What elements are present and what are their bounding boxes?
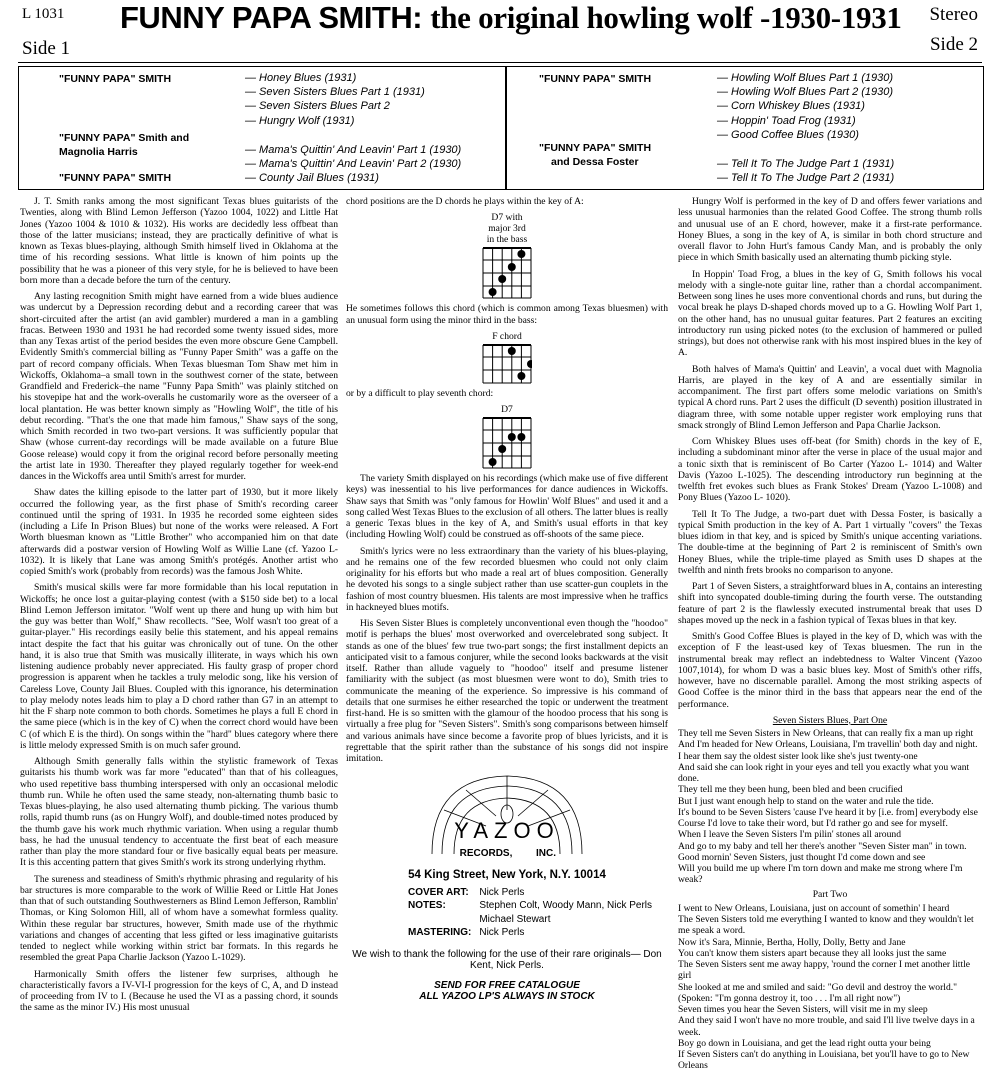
lyric-line: Seven times you hear the Seven Sisters, will visit me in my sleep xyxy=(678,1004,928,1015)
side1-songs-2 xyxy=(245,143,461,171)
lyric-line: When I leave the Seven Sisters I'm pilin' stones all around xyxy=(678,829,901,841)
paragraph: He sometimes follows this chord (which is common among Texas bluesmen) with an unusual form using the minor third in the bass: xyxy=(346,303,668,326)
liner-notes-column-2 xyxy=(346,196,668,1003)
paragraph: Corn Whiskey Blues uses off-beat (for Smith) chords in the key of E, including a subdominant minor after the verse in place of the usual major and a tonic sixth that is reminiscent of Bo Carter (Yazoo L- 1014) and Walter Davis (Yazoo L-1025). The descending introductory run beginning at the twelfth fret evokes such blues as Frank Stokes' Dream (Yazoo L-1008) and Pony Blues (Yazoo L- 1020). xyxy=(678,436,982,504)
catalog-number: L 1031 xyxy=(22,6,65,22)
track-item: — Tell It To The Judge Part 2 (1931) xyxy=(717,172,895,185)
track-item: — Seven Sisters Blues Part 2 xyxy=(245,100,390,113)
paragraph: Shaw dates the killing episode to the latter part of 1930, but it more likely occurred the following year, as the first phase of Smith's recording career continued until the spring of 1931. In 1935 he recorded some eighteen sides (including a Life In Prison Blues) but none of the works were released. A Fort Worth bluesman known as "Little Brother" who accompanied him on that date afterwards did a postwar version of Howling Wolf as Willie Lane (cf. Yazoo L-1032). It is likely that Lane was among Smith's protégés. Another artist who copied Smith's work (probably from records) was the famous Josh White. xyxy=(20,487,338,577)
finger-dot xyxy=(489,458,497,466)
lyric-line: I hear them say the oldest sister look like she's just twenty-one xyxy=(678,750,918,762)
paragraph: or by a difficult to play seventh chord: xyxy=(346,387,494,399)
side2-songs-1 xyxy=(717,71,893,142)
track-item: — Howling Wolf Blues Part 2 (1930) xyxy=(717,86,894,99)
side2-tracklist xyxy=(506,66,984,190)
side2-artist-1: "FUNNY PAPA" SMITH xyxy=(539,73,652,85)
logo-records: RECORDS, xyxy=(459,848,513,860)
title-main: FUNNY PAPA SMITH: xyxy=(120,0,423,35)
address: 54 King Street, New York, N.Y. 10014 xyxy=(408,868,606,881)
track-item: — Howling Wolf Blues Part 1 (1930) xyxy=(717,72,894,84)
track-item: — County Jail Blues (1931) xyxy=(245,172,379,184)
lyric-line: I went to New Orleans, Louisiana, just on account of somethin' I heard xyxy=(678,902,950,914)
track-item: — Mama's Quittin' And Leavin' Part 1 (1930) xyxy=(245,144,462,156)
side1-songs-1 xyxy=(245,71,425,128)
finger-dot xyxy=(498,275,506,283)
credits xyxy=(406,885,660,941)
paragraph: Harmonically Smith offers the listener few surprises, although he characteristically favors a IV-VI-I progression for the keys of C, A, and D instead of proceeding from IV to I. (Because he used the VI as a passing chord, it sounds the same as the minor IV.) His most unusual xyxy=(20,968,338,1014)
credit-names: Nick Perls xyxy=(479,886,525,898)
finger-dot xyxy=(517,372,525,380)
finger-dot xyxy=(489,288,497,296)
yazoo-peacock-logo xyxy=(346,770,668,862)
finger-dot xyxy=(508,347,516,355)
side2-artist-2 xyxy=(539,141,651,169)
finger-dot xyxy=(508,263,516,271)
liner-notes-column-1 xyxy=(20,196,338,1019)
side2-label: Side 2 xyxy=(929,34,978,55)
credit-names: Michael Stewart xyxy=(479,913,551,925)
lyric-line: And I'm headed for New Orleans, Louisiana, I'm travellin' both day and night. xyxy=(678,739,978,751)
label-line: in the bass xyxy=(486,234,528,246)
thanks-note: We wish to thank the following for the use of their rare originals— Don Kent, Nick Perls. xyxy=(352,948,662,972)
lyrics-title-2: Part Two xyxy=(812,888,848,900)
lyric-line: (Spoken: "I'm gonna destroy it, too . . . I'm all right now") xyxy=(678,992,901,1004)
track-item: — Seven Sisters Blues Part 1 (1931) xyxy=(245,86,425,99)
chord-diagram-3-label: D7 xyxy=(501,404,513,415)
lyric-line: But I just want enough help to stand on the water and rule the tide. xyxy=(678,795,934,807)
lyric-line: Now it's Sara, Minnie, Bertha, Holly, Dolly, Betty and Jane xyxy=(678,936,906,948)
paragraph: Any lasting recognition Smith might have earned from a wide blues audience was undercut by a Depression recording debut and a recording career that was short-circuited after the artist (an avid gambler) murdered a man in a gambling fracas. Between 1930 and 1931 he had recorded some twenty issued sides, more than any Texas artist of the period besides the even more obscure Gene Campbell. Evidently Smith's commercial billing as "Funny Paper Smith" was a gaffe on the part of record company officials. When Texas bluesman Tom Shaw met him in Wickoffs, Oklahoma–a small town in the southwest corner of the state, between Grandfield and Frederick–the name "Funny Papa Smith" was plainly stitched on his stovepipe hat and the work-overalls he customarily wore as the overseer of a local plantation. He was better known simply as "Howling Wolf", the title of his debut recording. "That's the one that made him famous," Shaw says of the song, which Smith recorded in two two-part versions. It was sufficiently popular that Shaw (whose current-day recordings will be made available on a future Blue Goose release) would copy it from the original record before personally meeting the artist late in 1930. Thereafter they played regularly together for week-end dances in the Wickoffs area until Smith's arrest for murder. xyxy=(20,291,338,482)
lyric-line: And they said I won't have no more trouble, and said I'll live twelve days in a week. xyxy=(678,1015,975,1038)
title-sub: the original howling wolf -1930-1931 xyxy=(430,0,902,35)
finger-dot xyxy=(517,433,525,441)
logo-inc: INC. xyxy=(536,848,556,860)
lyric-line: It's bound to be Seven Sisters 'cause I've heard it by [i.e. from] everybody else xyxy=(678,806,978,818)
lyric-line: She looked at me and smiled and said: "Go devil and destroy the world." xyxy=(678,981,958,993)
paragraph: In Hoppin' Toad Frog, a blues in the key of G, Smith follows his vocal melody with a single-note guitar line, rather than a chordal accompaniment. Between song lines he uses more conventional chords and runs, but during the vocal break he plays D-shaped chords moved up to a G. Howling Wolf Part 1, on the other hand, has no unusual guitar features. Part 2 features an exciting introductory run using picked notes (to the exclusion of hammered or pulled strings), but does not otherwise rank with his most inspired blues in the key of A. xyxy=(678,268,982,359)
side1-artist-1: "FUNNY PAPA" SMITH xyxy=(59,73,172,85)
credit-names: Stephen Colt, Woody Mann, Nick Perls xyxy=(479,900,653,912)
lyric-line: If Seven Sisters can't do anything in Louisiana, bet you'll have to go to New Orleans xyxy=(678,1049,970,1072)
credit-role xyxy=(408,914,477,926)
liner-notes-column-3 xyxy=(678,196,982,1072)
chord-diagram-2-label: F chord xyxy=(492,330,522,342)
track-item: — Tell It To The Judge Part 1 (1931) xyxy=(717,158,895,170)
paragraph: Hungry Wolf is performed in the key of D and offers fewer variations and less unusual harmonies than the related Good Coffee. The strong thumb rolls and unusual use of an E chord, however, make it a first-rate performance. Honey Blues, a song in the key of A, is similar in both chord structure and overall flavor to John Hurt's famous Candy Man, and is probably the only piece in which Smith basically used an alternating thumb picking style. xyxy=(678,196,982,264)
chord-diagram-3 xyxy=(482,417,532,469)
side1-artist-2 xyxy=(59,131,189,159)
track-item: — Good Coffee Blues (1930) xyxy=(717,128,859,141)
header-rule xyxy=(18,62,982,63)
paragraph: Tell It To The Judge, a two-part duet with Dessa Foster, is basically a typical Smith production in the key of A. Part 1 virtually "covers" the Texas blues idiom in that key, and is spiced by Smith's unique accenting variations. The double-time at the beginning of Part 2 is reminiscent of Smith's own Honey Blues, while the triple-time played as Smith uses D shapes at the twelfth and ninth frets brooks no comparison to anyone. xyxy=(678,508,982,576)
lyric-line: They tell me Seven Sisters in New Orleans, that can really fix a man up right xyxy=(678,728,974,739)
lyric-line: The Seven Sisters sent me away happy, 'round the corner I met another little girl xyxy=(678,959,971,982)
paragraph: His Seven Sister Blues is completely unconventional even though the "hoodoo" motif is perhaps the blues' most overworked and overcelebrated song subject. It stands as one of the blues' few true two-part songs; the first installment depicts an anticipated visit to a famous conjurer, while the second looks backwards at the visit itself. Rather than allude vaguely to "hoodoo" itself and presume listener familiarity with the subject (as most bluesmen were wont to do), Smith tries to communicate the meaning of the experience. So impressive is his command of details that one surmises he either researched the topic or underwent the treatment first-hand. He is so smitten with the glamour of the hoodoo process that his song is virtually a free plug for "Seven Sisters". Smith's song comparisons between himself and various animals have since become a favorite prop of blues lyricists, and it is regrettable that the spirit rather than the substance of his songs did not inspire imitation. xyxy=(346,618,668,764)
paragraph: J. T. Smith ranks among the most significant Texas blues guitarists of the Twenties, along with Blind Lemon Jefferson (Yazoo 1004, 1022) and Little Hat Jones (Yazoo 1004 & 1010 & 1032). His works are decidedly less offbeat than those of the latter musicians; instead, they are practically definitive of what is known as Texas blues-playing, although Smith himself lived in Oklahoma at the time of his recording sessions. What little is known of him points up the possibility that he was a pioneer of this very style, for he is believed to have been born more than a decade before the turn of the century. xyxy=(20,196,338,286)
artist-line: and Dessa Foster xyxy=(551,156,639,168)
chord-diagram-2 xyxy=(482,344,532,384)
side2-songs-2 xyxy=(717,157,894,185)
side1-tracklist xyxy=(18,66,506,190)
lyric-line: The Seven Sisters told me everything I wanted to know and they wouldn't let me speak a word. xyxy=(678,914,974,937)
chord-diagram-1-label xyxy=(346,212,668,245)
side1-label: Side 1 xyxy=(22,38,71,59)
lyric-line: You can't know them sisters apart because they all looks just the same xyxy=(678,947,947,959)
paragraph: Smith's musical skills were far more formidable than his local reputation in Wickoffs; he once lost a guitar-playing contest (with a $150 side bet) to a local Blind Lemon Jefferson imitator. "Wolf went up there and hung up with him but the guy was better than Wolf," Shaw recollects. "See, Wolf wasn't too great of a guitar-player." His recordings easily belie this statement, and his appeal remains intact despite the fact that his guitar was chronically out of tune. On the other hand, it is also true that Smith was musically illiterate, in ways which his own listening audience probably never appreciated. His faulty grasp of proper chord progression is apparent when he tackles a truly melodic song, like his version of Careless Love, County Jail Blues. Coupled with this ignorance, his determination to play melody notes leads him to play a D chord rather than G7 in an attempt to hit the F sharp note common to both chords. Sometimes he plays a full E chord in the same piece (which is in the key of C) when the correct chord would have been C (of which E is the third). On songs within the "hard" blues category where there is little melody expressed Smith is on much safer ground. xyxy=(20,582,338,751)
lyric-line: They tell me they been hung, been bled and been crucified xyxy=(678,784,903,796)
paragraph: Both halves of Mama's Quittin' and Leavin', a vocal duet with Magnolia Harris, are played in the key of A and are essentially similar in accompaniment. The first part offers some melodic variations on Smith's typical A chord runs. Part 2 uses the difficult (D seventh) position illustrated in diagram three, with some notable upper register work employing runs that smack strongly of Blind Lemon Jefferson and Papa Charlie Jackson. xyxy=(678,363,982,431)
paragraph: The variety Smith displayed on his recordings (which make use of five different keys) was inessential to his live performances for dance audiences in Wickoffs. Shaw says that Smith was "only famous for Howlin' Wolf Blues" and used it and a song called West Texas Blues to the exclusion of all others. The latter blues is really a generic Texas blues in the key of A, and Smith's usual efforts in that key (including Howling Wolf) could be construed as off-shoots of the same piece. xyxy=(346,473,669,541)
label-line: D7 with xyxy=(491,212,523,224)
artist-line: "FUNNY PAPA" SMITH xyxy=(539,142,652,154)
artist-line: "FUNNY PAPA" Smith and xyxy=(59,132,190,144)
track-item: — Hoppin' Toad Frog (1931) xyxy=(717,114,856,127)
finger-dot xyxy=(498,445,506,453)
lyric-line: Boy go down in Louisiana, and get the lead right outta your being xyxy=(678,1037,931,1049)
credit-names: Nick Perls xyxy=(479,927,525,939)
track-item: — Corn Whiskey Blues (1931) xyxy=(717,100,865,113)
lyric-line: Course I'd love to take their word, but I'd rather go and see for myself. xyxy=(678,818,948,829)
label-line: major 3rd xyxy=(488,223,526,235)
album-title xyxy=(120,0,910,36)
lyric-line: And go to my baby and tell her there's another "Seven Sister man" in town. xyxy=(678,840,967,852)
lyric-line: Good mornin' Seven Sisters, just thought I'd come down and see xyxy=(678,851,926,863)
offer-line: SEND FOR FREE CATALOGUE xyxy=(434,979,580,991)
track-item: — Honey Blues (1931) xyxy=(245,72,357,84)
credit-role: NOTES: xyxy=(408,900,446,912)
finger-dot xyxy=(517,250,525,258)
paragraph: Part 1 of Seven Sisters, a straightforward blues in A, contains an interesting shift into syncopated double-timing during the fourth verse. The outstanding feature of part 2 is the flawlessly executed instrumental break that uses D shapes moved up the neck in a fashion typical of Texas blues in that key. xyxy=(678,581,982,626)
logo-letters: YAZOO xyxy=(454,818,560,844)
yazoo-logo-block xyxy=(346,770,668,1003)
finger-dot xyxy=(508,433,516,441)
lyric-line: Will you build me up where I'm torn down and make me strong where I'm weak? xyxy=(678,863,963,886)
paragraph: chord positions are the D chords he plays within the key of A: xyxy=(346,196,584,207)
finger-dot xyxy=(527,360,532,368)
artist-line: Magnolia Harris xyxy=(59,146,138,158)
credit-role: COVER ART: xyxy=(408,886,469,898)
lyrics-title-1: Seven Sisters Blues, Part One xyxy=(772,714,888,726)
chord-diagram-1 xyxy=(482,247,532,299)
offer-line: ALL YAZOO LP'S ALWAYS IN STOCK xyxy=(419,991,595,1003)
track-item: — Hungry Wolf (1931) xyxy=(245,114,355,127)
side1-songs-3 xyxy=(245,171,379,185)
side1-artist-3: "FUNNY PAPA" SMITH xyxy=(59,172,172,184)
paragraph: Smith's lyrics were no less extraordinary than the variety of his blues-playing, and he remains one of the few recorded bluesmen who could not only claim originality for his efforts but who made a real art of blues composition. Generally he devoted his songs to a single subject rather than use scatter-gun couplets in the fashion of most country bluesmen. His talents are most impressive when he traffics in hackneyed blues motifs. xyxy=(346,545,668,613)
track-item: — Mama's Quittin' And Leavin' Part 2 (1930) xyxy=(245,158,462,171)
paragraph: Smith's Good Coffee Blues is played in the key of D, which was with the exception of F the least-used key of Texas bluesmen. The run in the instrumental break may reflect an indebtedness to Walter Vincent (Yazoo 1007,1014), for whom D was a basic blues key. Most of Smith's other riffs, however, have no discernable parallel. Among the most striking aspects of Good Coffee is the minor third in the bass that appears near the end of the performance. xyxy=(678,631,982,710)
credit-role: MASTERING: xyxy=(408,927,472,939)
paragraph: Although Smith generally falls within the stylistic framework of Texas guitarists his thumb work was far more "educated" than that of his colleagues, who used repetitive bass thumbing interspersed with only an occasional melodic thumb run. While he often used the same steady, non-alternating thumb basic to Texas blues-playing, he also used alternating thumb picking. The various thumb rolls, rapid thumb runs (as on Hungry Wolf), and double-timed notes produced by the thumb gave his work much rhythmic variation. When using a regular thumb bass, he had the unusual tendency to accentuate the first beat of each measure rather than play the more standard four or five basically equal beats per measure. It is this accenting pattern that gives Smith's work its strong underlying rhythm. xyxy=(20,756,338,869)
stereo-label: Stereo xyxy=(929,4,978,25)
catalogue-offer xyxy=(346,980,668,1003)
lyric-line: And said she can look right in your eyes and tell you exactly what you want done. xyxy=(678,761,970,784)
paragraph: The sureness and steadiness of Smith's rhythmic phrasing and regularity of his bar structures is more comparable to the work of Willie Reed or Little Hat Jones than that of such outstanding Southwesterners as Blind Lemon Jefferson, Ramblin' Thomas, or King Solomon Hill, all of whom have a somewhat formless quality. Within these regular bar structures, however, Smith made use of the rhythmic variations and changes of accenting that less gifted or less imaginative guitarists tended to neglect while working within strict bar formats. In this regards he resembled the great Papa Charlie Jackson (Yazoo L-1029). xyxy=(20,873,338,964)
